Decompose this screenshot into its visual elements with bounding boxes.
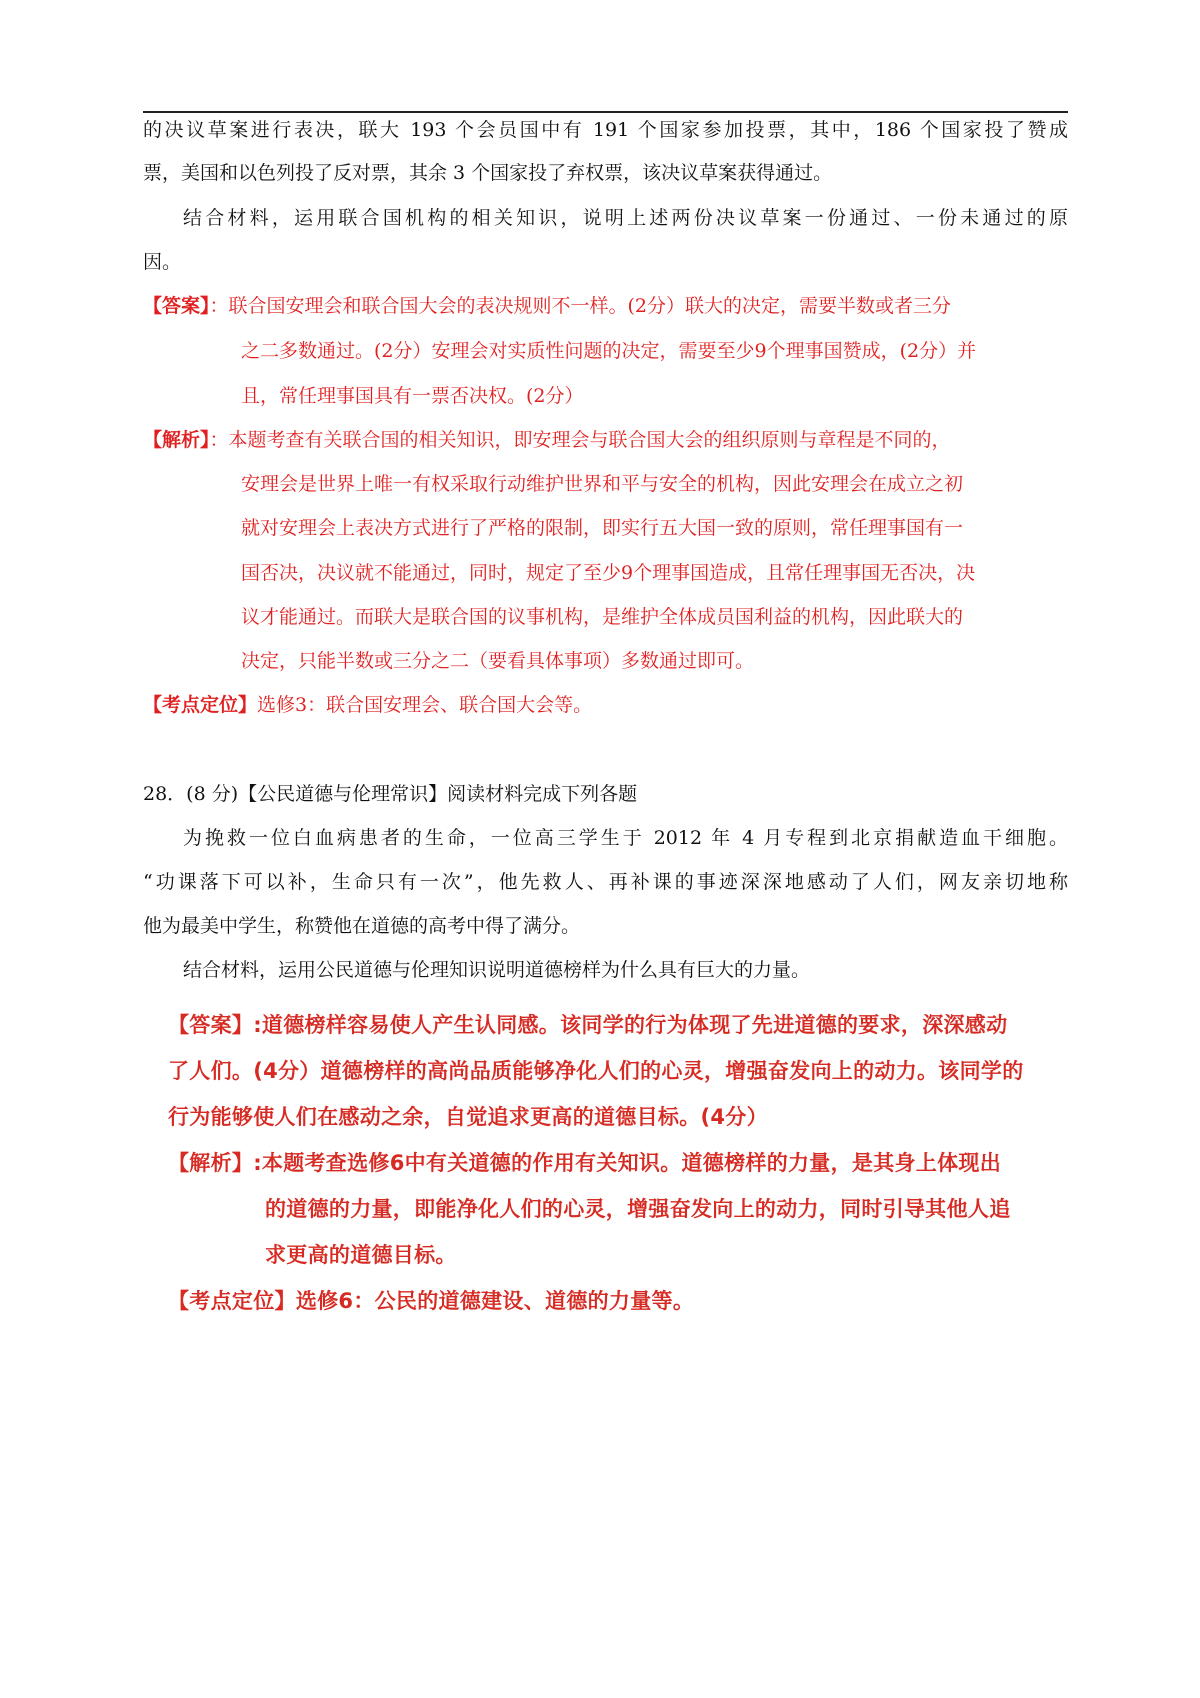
q28-point-text: 选修6：公民的道德建设、道德的力量等。 xyxy=(295,1289,695,1313)
q28-material-line-2: “功课落下可以补，生命只有一次”，他先救人、再补课的事迹深深地感动了人们，网友亲切地称 xyxy=(143,871,1068,893)
q27-analysis-line-1 xyxy=(143,428,1068,452)
q27-answer-line-2: 之二多数通过。(2分）安理会对实质性问题的决定，需要至少9个理事国赞成，(2分）并 xyxy=(241,340,977,362)
q27-analysis-line-4: 国否决，决议就不能通过，同时，规定了至少9个理事国造成，且常任理事国无否决，决 xyxy=(241,562,976,584)
q28-material-line-3: 他为最美中学生，称赞他在道德的高考中得了满分。 xyxy=(143,915,581,937)
q28-analysis-text-1: :本题考查选修6中有关道德的作用有关知识。道德榜样的力量，是其身上体现出 xyxy=(253,1151,1002,1175)
q28-analysis-line-3: 求更高的道德目标。 xyxy=(265,1243,457,1267)
q27-point-tag: 【考点定位】 xyxy=(143,694,258,716)
q27-answer-tag: 【答案】 xyxy=(143,295,210,317)
q28-answer-text-1: :道德榜样容易使人产生认同感。该同学的行为体现了先进道德的要求，深深感动 xyxy=(253,1013,1008,1037)
q28-answer-line-1 xyxy=(168,1012,1018,1038)
q27-answer-line-1 xyxy=(143,294,1068,318)
q27-analysis-line-6: 决定，只能半数或三分之二（要看具体事项）多数通过即可。 xyxy=(241,650,755,672)
q27-answer-line-3: 且，常任理事国具有一票否决权。(2分） xyxy=(241,385,584,407)
q27-analysis-line-3: 就对安理会上表决方式进行了严格的限制，即实行五大国一致的原则，常任理事国有一 xyxy=(241,517,964,539)
q28-instruction: 阅读材料完成下列各题 xyxy=(447,783,638,805)
q28-answer-line-2: 了人们。(4分）道德榜样的高尚品质能够净化人们的心灵，增强奋发向上的动力。该同学的 xyxy=(168,1059,1024,1083)
q28-answer-tag: 【答案】 xyxy=(168,1013,254,1037)
q28-material-line-1: 为挽救一位白血病患者的生命，一位高三学生于 2012 年 4 月专程到北京捐献造血干细胞。 xyxy=(183,827,1068,849)
q27-point-text: 选修3：联合国安理会、联合国大会等。 xyxy=(257,694,593,716)
q27-material-line-1: 的决议草案进行表决，联大 193 个会员国中有 191 个国家参加投票，其中，186 个国家投了赞成 xyxy=(143,119,1068,141)
header-rule xyxy=(143,111,1068,113)
q28-analysis-tag: 【解析】 xyxy=(168,1151,254,1175)
q27-analysis-text-1: ：本题考查有关联合国的相关知识，即安理会与联合国大会的组织原则与章程是不同的， xyxy=(209,429,951,451)
q28-answer-line-3: 行为能够使人们在感动之余，自觉追求更高的道德目标。(4分） xyxy=(168,1105,768,1129)
q27-material-line-2: 票，美国和以色列投了反对票，其余 3 个国家投了弃权票，该决议草案获得通过。 xyxy=(143,162,833,184)
q28-point-line xyxy=(168,1288,1018,1314)
q28-heading xyxy=(143,782,1068,806)
q28-analysis-line-2: 的道德的力量，即能净化人们的心灵，增强奋发向上的动力，同时引导其他人追 xyxy=(265,1197,1011,1221)
q27-point-line xyxy=(143,693,1068,717)
q28-number: 28．(8 分) xyxy=(143,783,239,805)
q28-analysis-line-1 xyxy=(168,1150,1018,1176)
q27-question-line-1: 结合材料，运用联合国机构的相关知识，说明上述两份决议草案一份通过、一份未通过的原 xyxy=(183,207,1068,229)
q28-point-tag: 【考点定位】 xyxy=(168,1289,296,1313)
q27-question-line-2: 因。 xyxy=(143,251,182,273)
q27-analysis-tag: 【解析】 xyxy=(143,429,210,451)
q27-answer-text-1: ：联合国安理会和联合国大会的表决规则不一样。(2分）联大的决定，需要半数或者三分 xyxy=(209,295,952,317)
q27-analysis-line-2: 安理会是世界上唯一有权采取行动维护世界和平与安全的机构，因此安理会在成立之初 xyxy=(241,473,964,495)
q28-topic: 【公民道德与伦理常识】 xyxy=(238,783,448,805)
q28-question: 结合材料，运用公民道德与伦理知识说明道德榜样为什么具有巨大的力量。 xyxy=(183,959,811,981)
q27-analysis-line-5: 议才能通过。而联大是联合国的议事机构，是维护全体成员国利益的机构，因此联大的 xyxy=(241,606,964,628)
